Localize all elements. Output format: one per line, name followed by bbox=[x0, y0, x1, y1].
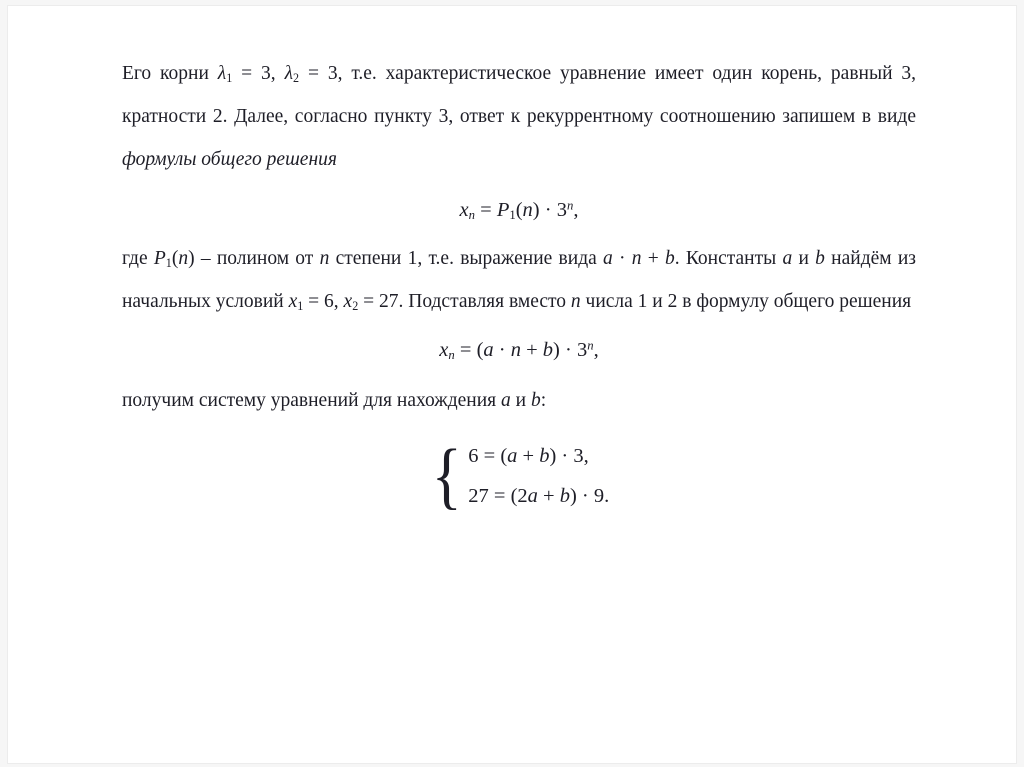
paragraph-system-intro: получим систему уравнений для нахождения a и b: bbox=[122, 390, 547, 411]
slide-content bbox=[122, 52, 916, 516]
curly-brace: { bbox=[431, 435, 462, 517]
equation-system bbox=[122, 436, 916, 516]
equation-system-lines bbox=[468, 436, 609, 516]
equation-system-line-2: 27 = (2a + b) · 9. bbox=[468, 485, 610, 507]
paragraph-roots-description: Его корни $\lambda_1 = 3$, $\lambda_2 = 3$, т.е. характеристическое уравнение имеет один корень, равный 3, кратности 2. Далее, согласно пункту 3, ответ к рекуррентному соотношению запишем в виде формулы общего решения bbox=[122, 63, 917, 170]
formula-substituted-solution: $x_n = (a \cdot n + b) \cdot 3^n$, bbox=[439, 338, 599, 363]
paragraph-polynomial-description: где $P_1(n)$ – полином от n степени 1, т.е. выражение вида a · n + b. Константы a и b найдём из начальных условий $x_1 = 6$, $x_2 = 27$. Подставляя вместо n числа 1 и 2 в формулу общего решения bbox=[122, 248, 916, 314]
formula-general-solution: $x_n = P_1(n) \cdot 3^n$, bbox=[459, 198, 579, 223]
slide-page bbox=[7, 5, 1017, 764]
equation-system-line-1: 6 = (a + b) · 3, bbox=[468, 445, 589, 467]
